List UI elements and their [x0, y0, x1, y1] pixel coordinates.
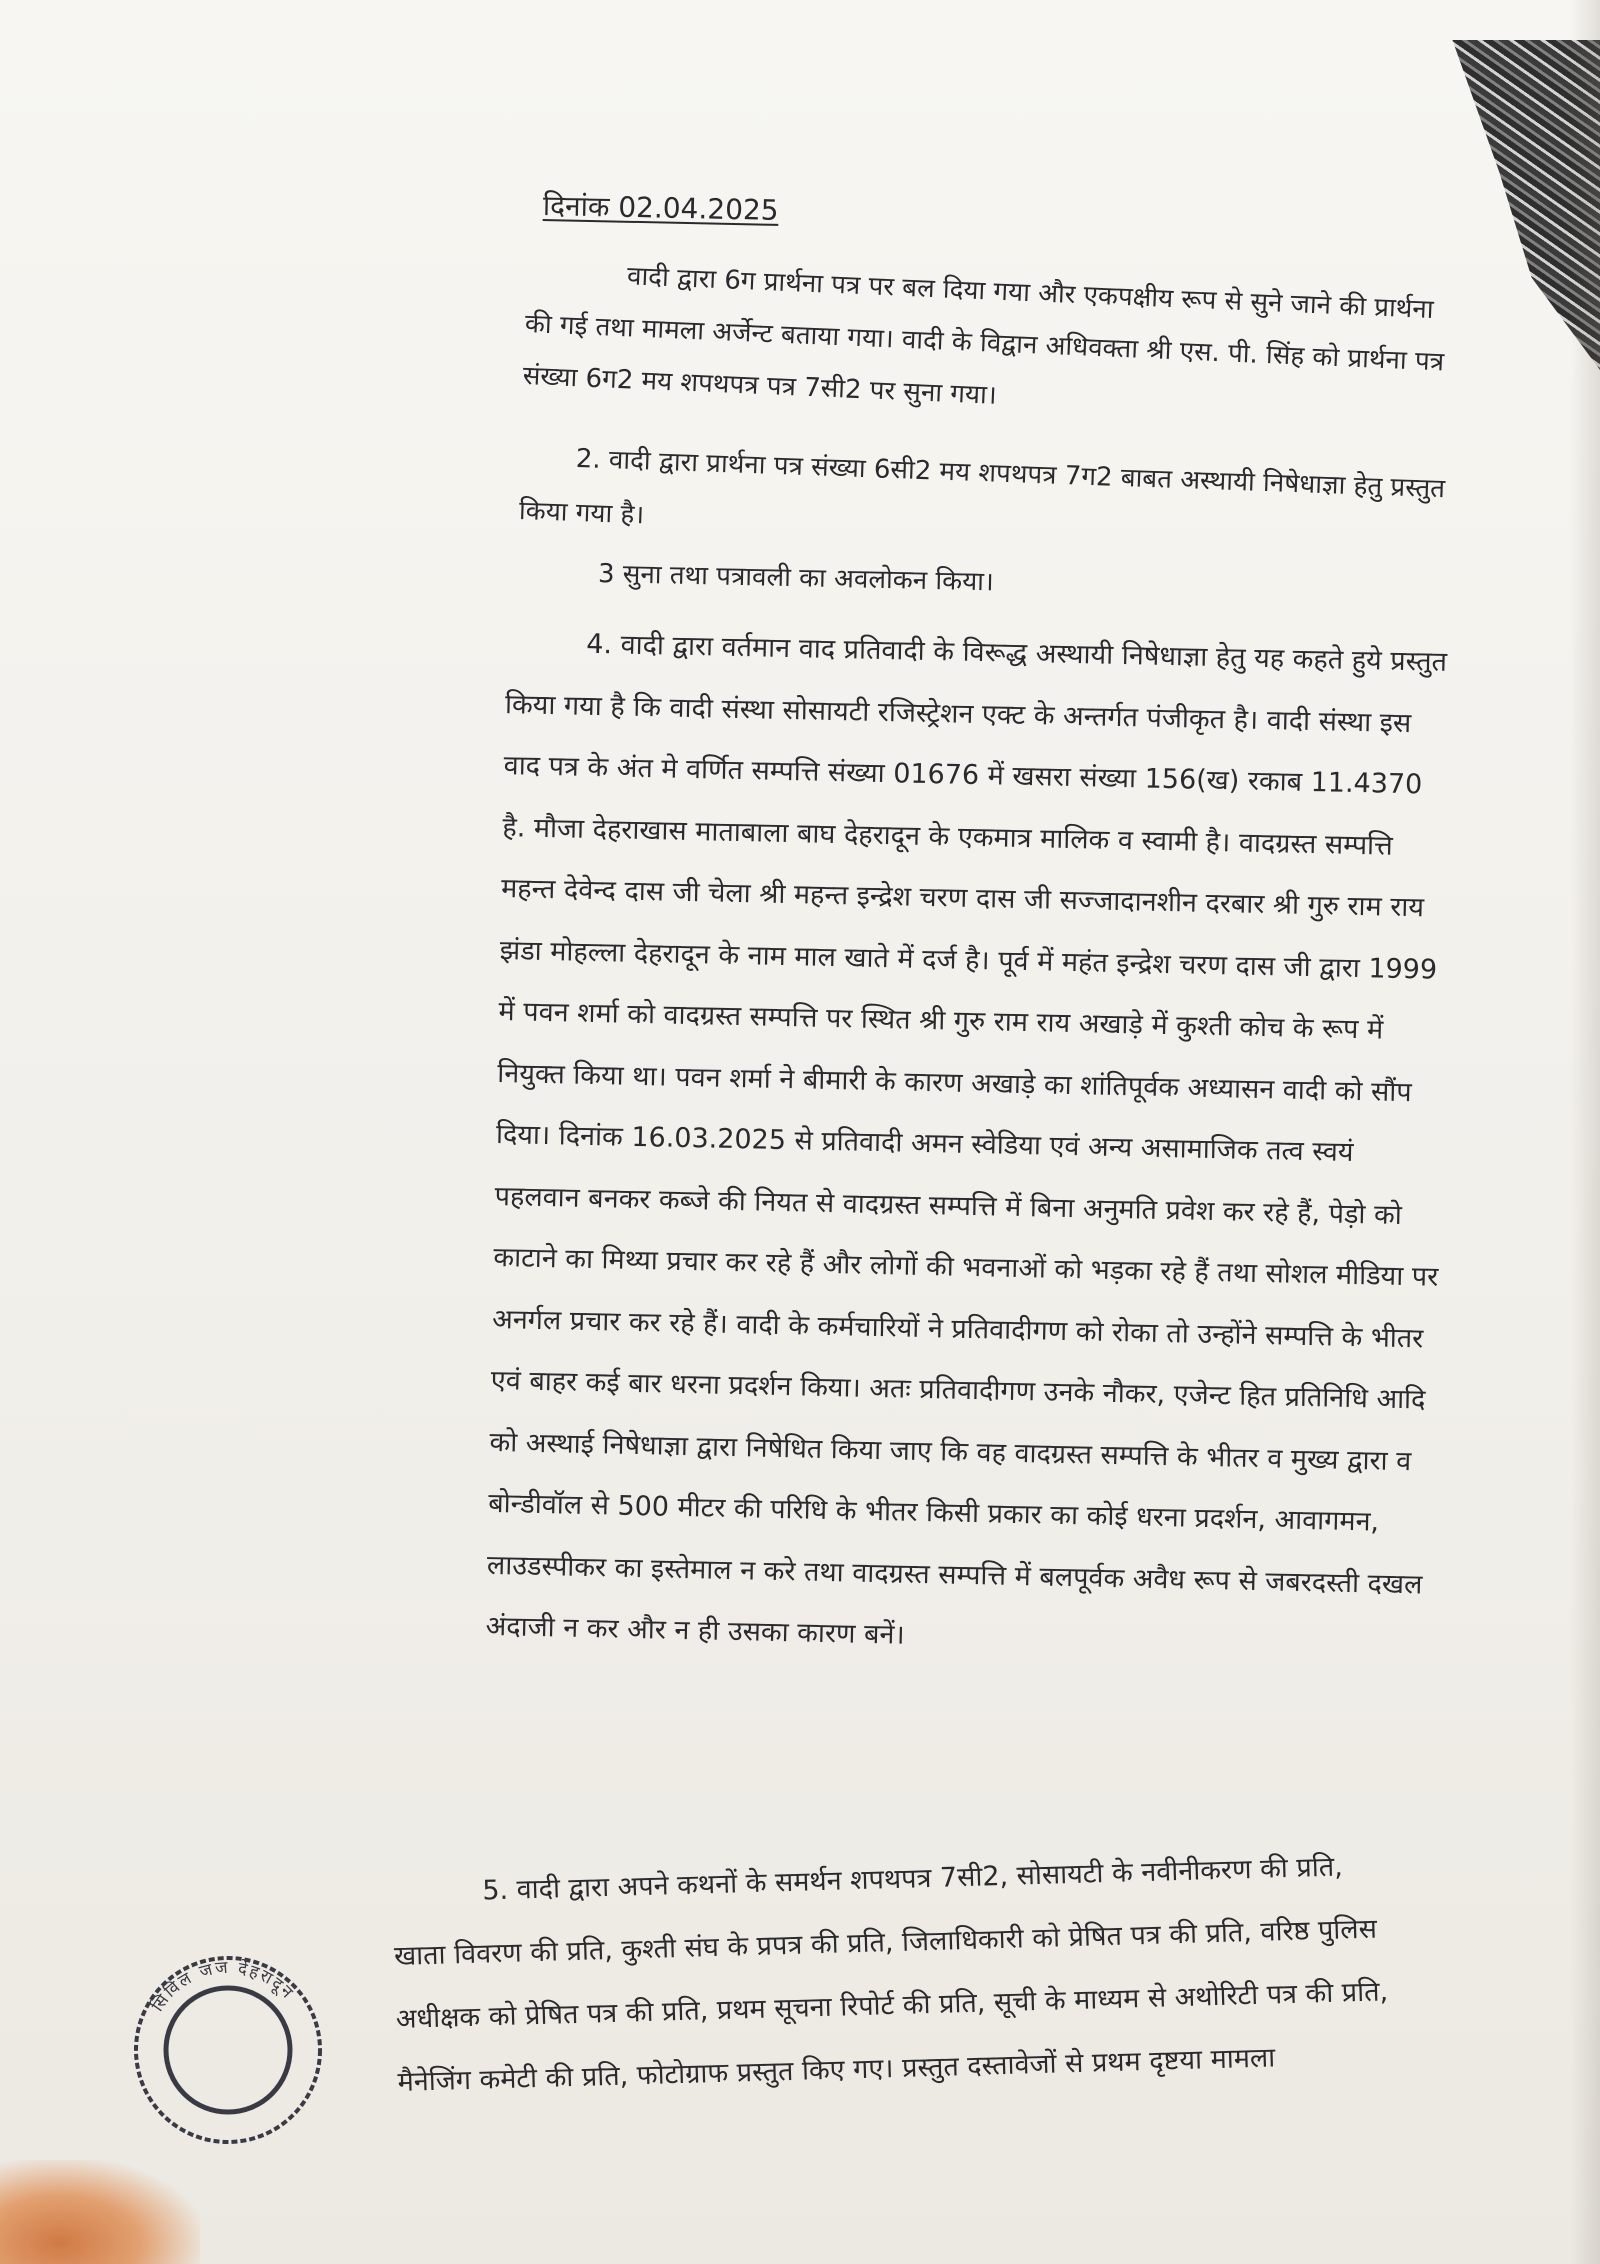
paragraph-1: वादी द्वारा 6ग प्रार्थना पत्र पर बल दिया गया और एकपक्षीय रूप से सुने जाने की प्रार्थना की गई तथा मामला अर्जेन्ट बताया गया। वादी के विद्वान अधिवक्ता श्री एस. पी. सिंह को प्रार्थना पत्र संख्या 6ग2 मय शपथपत्र पत्र 7सी2 पर सुना गया। [522, 261, 1445, 411]
paragraph-3: 3 सुना तथा पत्रावली का अवलोकन किया। [597, 559, 995, 598]
court-seal [128, 1950, 328, 2150]
page-edge-shadow [1570, 0, 1600, 2264]
paragraph-2: 2. वादी द्वारा प्रार्थना पत्र संख्या 6सी2 मय शपथपत्र 7ग2 बाबत अस्थायी निषेधाज्ञा हेतु प्रस्तुत किया गया है। [518, 443, 1446, 531]
seal-text: सिविल जज देहरादून [147, 1957, 298, 2016]
ink-smudge [0, 2160, 200, 2264]
court-seal-icon [128, 1950, 328, 2150]
order-date: दिनांक 02.04.2025 [542, 189, 779, 227]
paragraph-5: 5. वादी द्वारा अपने कथनों के समर्थन शपथपत्र 7सी2, सोसायटी के नवीनीकरण की प्रति, खाता विवरण की प्रति, कुश्ती संघ के प्रपत्र की प्रति, जिलाधिकारी को प्रेषित पत्र की प्रति, वरिष्ठ पुलिस अधीक्षक को प्रेषित पत्र की प्रति, प्रथम सूचना रिपोर्ट की प्रति, सूची के माध्यम से अथोरिटी पत्र की प्रति, मैनेजिंग कमेटी की प्रति, फोटोग्राफ प्रस्तुत किए गए। प्रस्तुत दस्तावेजों से प्रथम दृष्टया मामला [393, 1851, 1389, 2098]
paragraph-4: 4. वादी द्वारा वर्तमान वाद प्रतिवादी के विरूद्ध अस्थायी निषेधाज्ञा हेतु यह कहते हुये प्रस्तुत किया गया है कि वादी संस्था सोसायटी रजिस्ट्रेशन एक्ट के अन्तर्गत पंजीकृत है। वादी संस्था इस वाद पत्र के अंत मे वर्णित सम्पत्ति संख्या 01676 में खसरा संख्या 156(ख) रकाब 11.4370 है. मौजा देहराखास माताबाला बाघ देहरादून के एकमात्र मालिक व स्वामी है। वादग्रस्त सम्पत्ति महन्त देवेन्द दास जी चेला श्री महन्त इन्द्रेश चरण दास जी सज्जादानशीन दरबार श्री गुरु राम राय झंडा मोहल्ला देहरादून के नाम माल खाते में दर्ज है। पूर्व में महंत इन्द्रेश चरण दास जी द्वारा 1999 में पवन शर्मा को वादग्रस्त सम्पत्ति पर स्थित श्री गुरु राम राय अखाड़े में कुश्ती कोच के रूप में नियुक्त किया था। पवन शर्मा ने बीमारी के कारण अखाड़े का शांतिपूर्वक अध्यासन वादी को सौंप दिया। दिनांक 16.03.2025 से प्रतिवादी अमन स्वेडिया एवं अन्य असामाजिक तत्व स्वयं पहलवान बनकर कब्जे की नियत से वादग्रस्त सम्पत्ति में बिना अनुमति प्रवेश कर रहे हैं, पेड़ो को काटाने का मिथ्या प्रचार कर रहे हैं और लोगों की भवनाओं को भड़का रहे हैं तथा सोशल मीडिया पर अनर्गल प्रचार कर रहे हैं। वादी के कर्मचारियों ने प्रतिवादीगण को रोका तो उन्होंने सम्पत्ति के भीतर एवं बाहर कई बार धरना प्रदर्शन किया। अतः प्रतिवादीगण उनके नौकर, एजेन्ट हित प्रतिनिधि आदि को अस्थाई निषेधाज्ञा द्वारा निषेधित किया जाए कि वह वादग्रस्त सम्पत्ति के भीतर व मुख्य द्वारा व बोन्डीवॉल से 500 मीटर की परिधि के भीतर किसी प्रकार का कोई धरना प्रदर्शन, आवागमन, लाउडस्पीकर का इस्तेमाल न करे तथा वादग्रस्त सम्पत्ति में बलपूर्वक अवैध रूप से जबरदस्ती दखल अंदाजी न कर और न ही उसका कारण बनें। [485, 628, 1448, 1651]
